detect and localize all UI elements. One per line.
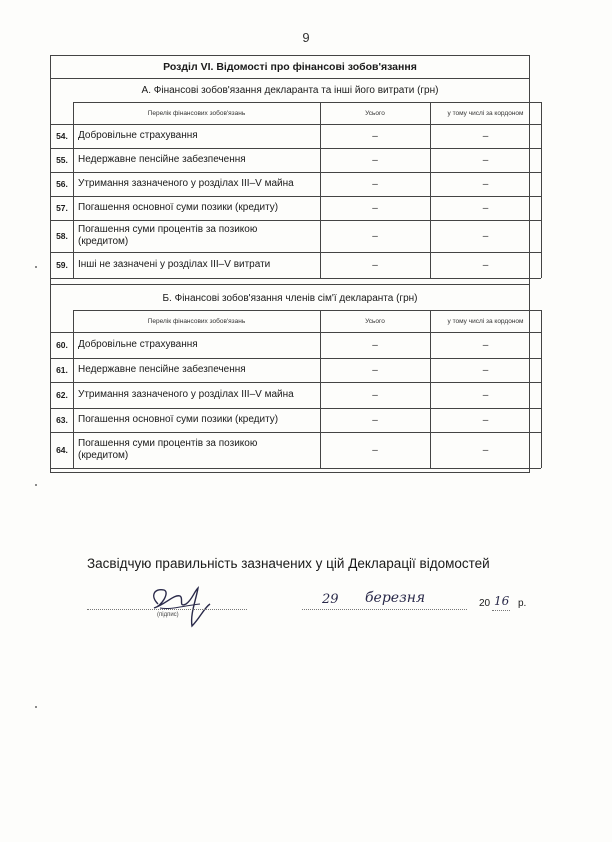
- row-total-value: –: [372, 339, 378, 351]
- row-abroad-value: –: [482, 230, 489, 242]
- signature-image: [140, 574, 220, 634]
- section-title: Розділ VI. Відомості про фінансові зобов'язання: [163, 61, 417, 73]
- part-a-title: А. Фінансові зобов'язання декларанта та інші його витрати (грн): [141, 84, 439, 96]
- row-abroad-value: –: [482, 130, 489, 142]
- row-label: Утримання зазначеного у розділах III–V майна: [78, 389, 294, 400]
- date-day: 29: [322, 592, 339, 607]
- scan-speck: [35, 706, 37, 708]
- row-number: 63.: [56, 415, 68, 425]
- column-header-total: Усього: [365, 317, 385, 325]
- row-label: Інші не зазначені у розділах III–V витрати: [78, 259, 271, 270]
- row-number: 60.: [56, 340, 68, 350]
- page-number: 9: [302, 30, 310, 45]
- year-prefix: 20: [479, 598, 491, 609]
- row-label: Утримання зазначеного у розділах III–V майна: [78, 178, 294, 189]
- row-number: 59.: [56, 260, 68, 270]
- scan-speck: [35, 484, 37, 486]
- row-total-value: –: [372, 364, 378, 376]
- row-total-value: –: [372, 130, 378, 142]
- row-label: Погашення основної суми позики (кредиту): [78, 414, 279, 425]
- row-label: Недержавне пенсійне забезпечення: [78, 364, 246, 375]
- row-number: 56.: [56, 179, 68, 189]
- column-header-abroad: у тому числі за кордоном: [447, 317, 524, 325]
- row-number: 55.: [56, 155, 68, 165]
- row-abroad-value: –: [482, 339, 489, 351]
- scan-speck: [35, 266, 37, 268]
- row-label: Добровільне страхування: [78, 130, 198, 141]
- column-header-total: Усього: [365, 109, 385, 117]
- row-total-value: –: [372, 444, 378, 456]
- date-month: березня: [365, 590, 426, 606]
- row-abroad-value: –: [482, 178, 489, 190]
- row-abroad-value: –: [482, 389, 489, 401]
- row-number: 57.: [56, 203, 68, 213]
- signature-caption: (підпис): [157, 612, 179, 618]
- row-abroad-value: –: [482, 202, 489, 214]
- row-label: Добровільне страхування: [78, 339, 198, 350]
- row-abroad-value: –: [482, 444, 489, 456]
- row-label: Погашення основної суми позики (кредиту): [78, 202, 279, 213]
- column-header-list: Перелік фінансових зобов'язань: [147, 109, 246, 117]
- row-label: Недержавне пенсійне забезпечення: [78, 154, 246, 165]
- row-number: 61.: [56, 365, 68, 375]
- financial-obligations-form: [50, 55, 530, 473]
- signature-line: [87, 609, 247, 610]
- row-number: 62.: [56, 390, 68, 400]
- year-unit: р.: [518, 598, 527, 609]
- year-line: [492, 610, 510, 611]
- row-abroad-value: –: [482, 364, 489, 376]
- row-total-value: –: [372, 154, 378, 166]
- column-header-abroad: у тому числі за кордоном: [447, 109, 524, 117]
- certification-text: Засвідчую правильність зазначених у цій Декларації відомостей: [87, 556, 490, 571]
- row-total-value: –: [372, 414, 378, 426]
- row-abroad-value: –: [482, 414, 489, 426]
- row-total-value: –: [372, 178, 378, 190]
- row-total-value: –: [372, 202, 378, 214]
- date-line: [302, 609, 467, 610]
- row-total-value: –: [372, 230, 378, 242]
- row-label: Погашення суми процентів за позикою (кредитом): [78, 438, 258, 461]
- row-total-value: –: [372, 259, 378, 271]
- row-label: Погашення суми процентів за позикою (кредитом): [78, 224, 258, 247]
- row-total-value: –: [372, 389, 378, 401]
- row-number: 58.: [56, 231, 68, 241]
- row-number: 64.: [56, 445, 68, 455]
- row-abroad-value: –: [482, 259, 489, 271]
- row-number: 54.: [56, 131, 68, 141]
- part-b-title: Б. Фінансові зобов'язання членів сім'ї декларанта (грн): [162, 292, 418, 304]
- column-header-list: Перелік фінансових зобов'язань: [147, 317, 246, 325]
- row-abroad-value: –: [482, 154, 489, 166]
- year-suffix: 16: [494, 594, 510, 608]
